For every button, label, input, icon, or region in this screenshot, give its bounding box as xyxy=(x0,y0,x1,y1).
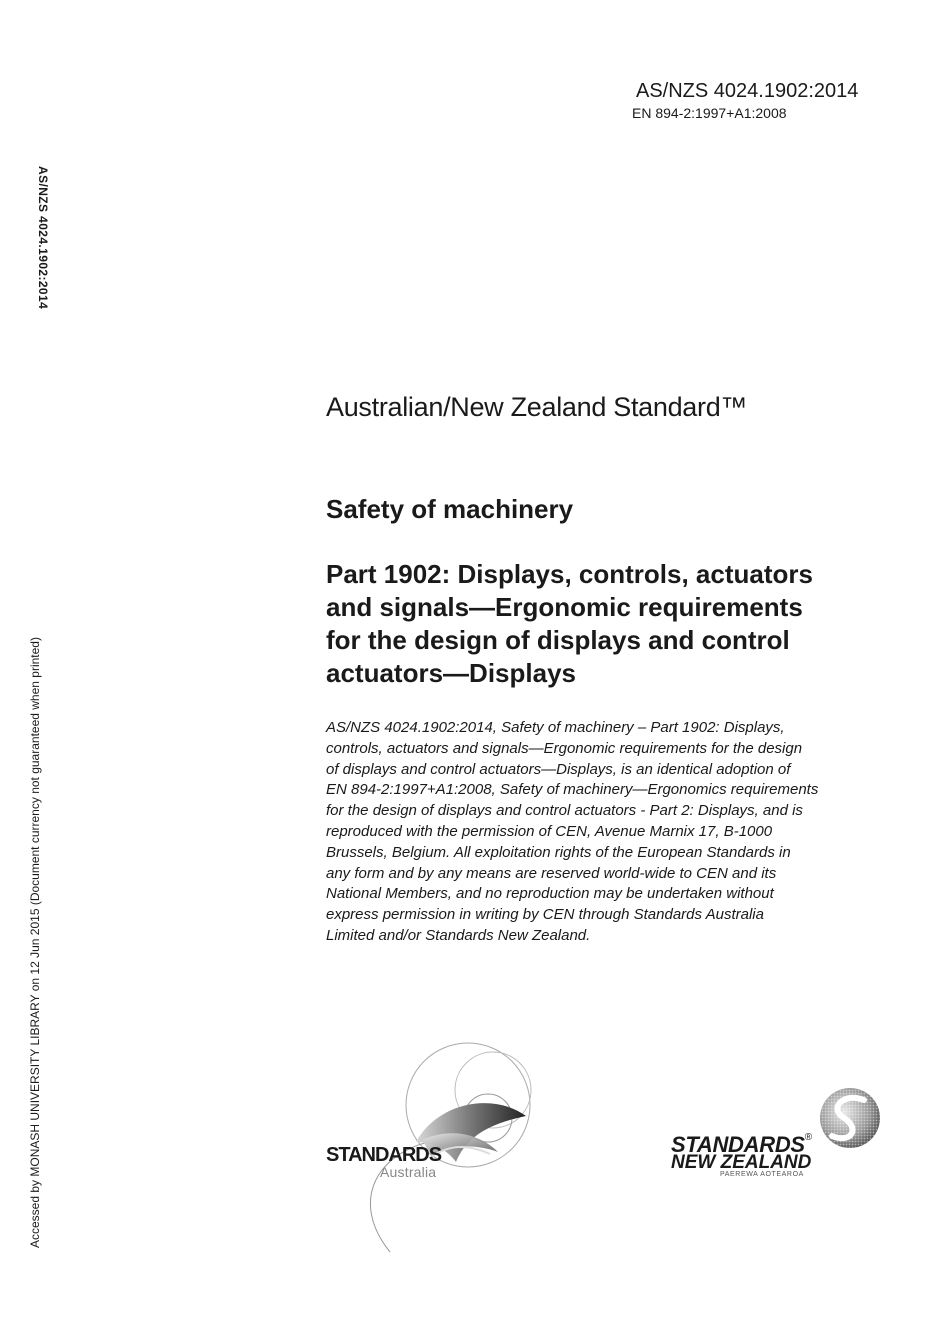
part-title-line: actuators—Displays xyxy=(326,658,576,688)
document-title: Safety of machinery xyxy=(326,494,574,524)
registered-mark: ® xyxy=(804,1132,812,1143)
spine-top-text: AS/NZS 4024.1902:2014 xyxy=(36,166,50,310)
adoption-description xyxy=(326,718,896,947)
description-line: Limited and/or Standards New Zealand. xyxy=(326,926,591,944)
description-line: express permission in writing by CEN through Standards Australia xyxy=(326,906,764,924)
standard-type-heading: Australian/New Zealand Standard™ xyxy=(326,392,748,422)
description-line: AS/NZS 4024.1902:2014, Safety of machinery – Part 1902: Displays, xyxy=(326,719,785,736)
description-line: Brussels, Belgium. All exploitation rights of the European Standards in xyxy=(326,843,791,861)
standards-australia-logo xyxy=(318,1040,548,1255)
part-title-line: Part 1902: Displays, controls, actuators xyxy=(326,559,813,589)
standards-australia-wordmark: STANDARDS xyxy=(326,1144,442,1166)
access-notice-text: Accessed by MONASH UNIVERSITY LIBRARY on 12 Jun 2015 (Document currency not guaranteed when printed) xyxy=(28,637,42,1248)
en-reference-number: EN 894-2:1997+A1:2008 xyxy=(632,105,787,121)
description-line: of displays and control actuators—Displays, is an identical adoption of xyxy=(326,760,791,778)
new-zealand-wordmark: NEW ZEALAND xyxy=(671,1152,812,1173)
standards-australia-subtitle: Australia xyxy=(380,1164,437,1180)
description-line: any form and by any means are reserved world-wide to CEN and its xyxy=(326,864,777,882)
description-line: National Members, and no reproduction may be undertaken without xyxy=(326,885,774,903)
standards-new-zealand-logo xyxy=(668,1086,888,1186)
description-line: reproduced with the permission of CEN, Avenue Marnix 17, B-1000 xyxy=(326,822,773,840)
description-line: EN 894-2:1997+A1:2008, Safety of machinery—Ergonomics requirements xyxy=(326,781,819,799)
description-line: controls, actuators and signals—Ergonomic requirements for the design xyxy=(326,739,803,757)
document-number: AS/NZS 4024.1902:2014 xyxy=(636,80,859,102)
description-line: for the design of displays and control actuators - Part 2: Displays, and is xyxy=(326,802,803,820)
part-title xyxy=(326,558,906,690)
standards-nz-word: STANDARDS xyxy=(671,1132,805,1157)
part-title-line: for the design of displays and control xyxy=(326,625,790,655)
part-title-line: and signals—Ergonomic requirements xyxy=(326,592,803,622)
standards-nz-subtitle: PAEREWA AOTEAROA xyxy=(720,1171,804,1178)
